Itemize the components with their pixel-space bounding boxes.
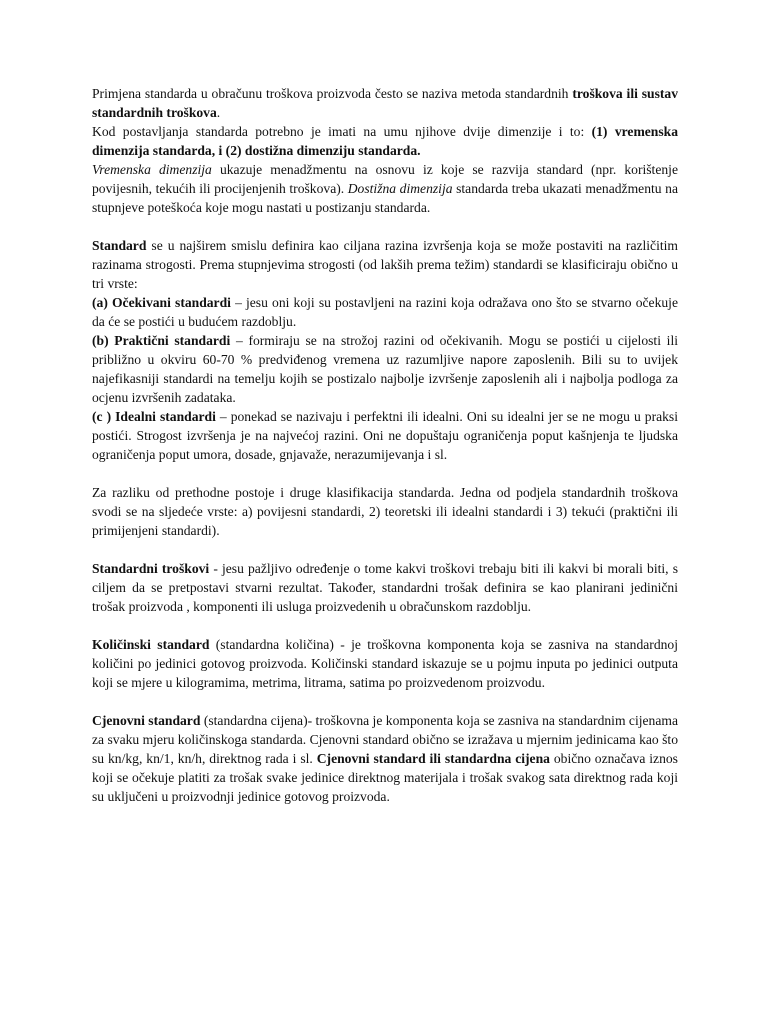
- paragraph-standard-costs: Standardni troškovi - jesu pažljivo određenje o tome kakvi troškovi trebaju biti ili kakvi bi morali biti, s ciljem da se pretpostavi stvarni rezultat. Također, standardni trošak definira se kao planirani jedinični trošak proizvoda , komponenti ili usluga proizvedenih u obračunskom razdoblju.: [92, 561, 678, 614]
- term-price-standard: Cjenovni standard: [92, 713, 201, 728]
- paragraph-gap: [92, 692, 678, 711]
- paragraph-intro: Primjena standarda u obračunu troškova proizvoda često se naziva metoda standardnih troškova ili sustav standardnih troškova.: [92, 86, 678, 120]
- term-attainable-dimension: Dostižna dimenzija: [347, 181, 453, 196]
- term-standard: Standard: [92, 238, 147, 253]
- paragraph-gap: [92, 464, 678, 483]
- paragraph-gap: [92, 540, 678, 559]
- term-practical-standards: (b) Praktični standardi: [92, 333, 231, 348]
- paragraph-price-standard: Cjenovni standard (standardna cijena)- troškovna je komponenta koja se zasniva na standardnim cijenama za svaku mjeru količinskoga standarda. Cjenovni standard obično se izražava u mjernim jedinicama kao što su kn/kg, kn/1, kn/h, direktnog rada i sl. Cjenovni standard ili standardna cijena obično označava iznos koji se očekuje platiti za trošak svake jedinice direktnog materijala i trošak svakog sata direktnog rada koji su uključeni u proizvodnji jedinice gotovog proizvoda.: [92, 713, 678, 804]
- paragraph-dimensions: Kod postavljanja standarda potrebno je imati na umu njihove dvije dimenzije i to: (1) vremenska dimenzija standarda, i (2) dostižna dimenziju standarda.: [92, 124, 679, 158]
- emphasis-dimensions: (1) vremenska dimenzija standarda, i (2) dostižna dimenziju standarda.: [92, 124, 679, 158]
- term-ideal-standards: (c ) Idealni standardi: [92, 409, 216, 424]
- term-price-standard-or-standard-price: Cjenovni standard ili standardna cijena: [316, 751, 550, 766]
- term-expected-standards: (a) Očekivani standardi: [92, 295, 231, 310]
- paragraph-quantity-standard: Količinski standard (standardna količina) - je troškovna komponenta koja se zasniva na standardnoj količini po jedinici gotovog proizvoda. Količinski standard iskazuje se u pojmu inputa po jedinici outputa koji se mjere u kilogramima, metrima, litrama, satima po proizvedenom proizvodu.: [92, 637, 679, 690]
- paragraph-other-classifications: Za razliku od prethodne postoje i druge klasifikacija standarda. Jedna od podjela standardnih troškova svodi se na sljedeće vrste: a) povijesni standardi, 2) teoretski ili idealni standardi i 3) tekući (praktični ili primijenjeni standardi).: [92, 485, 678, 538]
- paragraph-gap: [92, 217, 678, 236]
- term-quantity-standard: Količinski standard: [92, 637, 210, 652]
- term-time-dimension: Vremenska dimenzija: [92, 162, 212, 177]
- list-item-ideal-standards: (c ) Idealni standardi – ponekad se nazivaju i perfektni ili idealni. Oni su idealni jer se ne mogu u praksi postići. Strogost izvršenja je na najvećoj razini. Oni ne dopuštaju ograničenja poput kašnjenja te ljudska ograničenja poput umora, dosade, gnjavaže, nerazumijevanja i sl.: [92, 409, 678, 462]
- paragraph-gap: [92, 616, 678, 635]
- list-item-practical-standards: (b) Praktični standardi – formiraju se na strožoj razini od očekivanih. Mogu se postići u cijelosti ili približno u okviru 60-70 % predviđenog vremena uz razumljive napore zaposlenih. Bili su to uvijek najefikasniji standardi na temelju kojih se postizalo najbolje izvršenje zaposlenih ali i najbolja podloga za ocjenu izvršenih zadataka.: [92, 333, 678, 405]
- paragraph-standard-definition: Standard se u najširem smislu definira kao ciljana razina izvršenja koja se može postaviti na različitim razinama strogosti. Prema stupnjevima strogosti (od lakših prema težim) standardi se klasificiraju obično u tri vrste:: [92, 238, 678, 291]
- list-item-expected-standards: (a) Očekivani standardi – jesu oni koji su postavljeni na razini koja odražava ono što se stvarno očekuje da će se postići u budućem razdoblju.: [92, 295, 678, 329]
- term-standard-costs: Standardni troškovi: [92, 561, 210, 576]
- paragraph-dimension-definitions: Vremenska dimenzija ukazuje menadžmentu na osnovu iz koje se razvija standard (npr. korištenje povijesnih, tekućih ili procijenjenih troškova). Dostižna dimenzija standarda treba ukazati menadžmentu na stupnjeve poteškoća koje mogu nastati u postizanju standarda.: [92, 162, 678, 215]
- emphasis-standard-costs-system: troškova ili sustav standardnih troškova: [92, 86, 678, 120]
- document-page: [92, 84, 678, 806]
